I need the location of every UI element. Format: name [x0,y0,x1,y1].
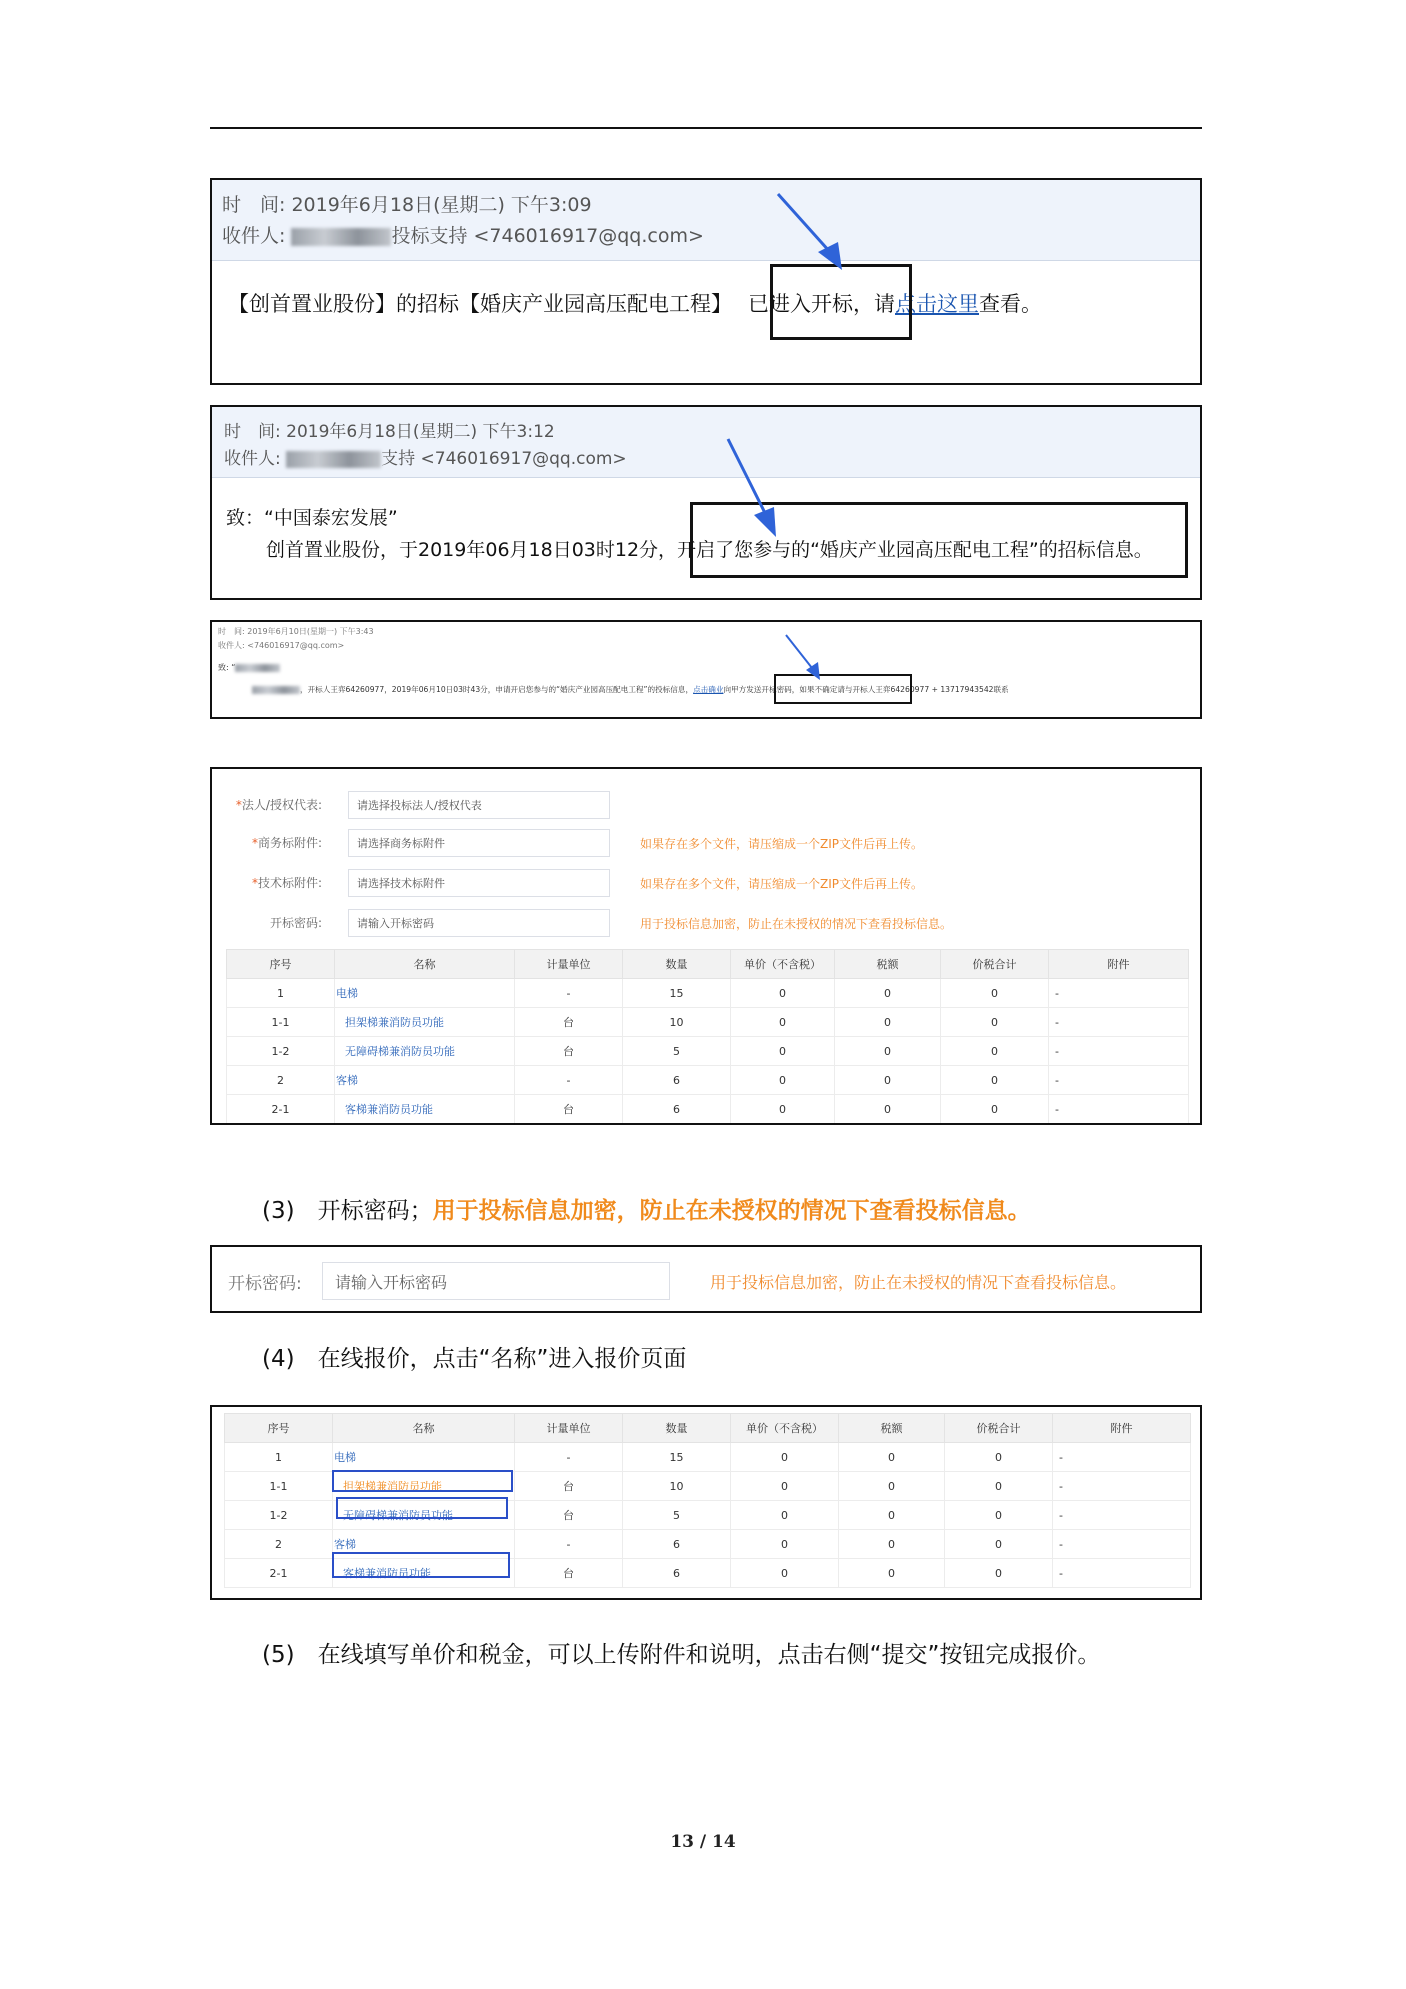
table-cell: 6 [623,1066,731,1095]
email-screenshot-opened [210,178,1202,385]
table-row [227,1066,1189,1095]
table-cell: 0 [731,1443,839,1472]
name-highlight-box [336,1497,508,1519]
quote-table-screenshot [210,1405,1202,1600]
table-cell: 0 [945,1443,1053,1472]
table-cell: 2 [225,1530,333,1559]
table-row [227,1008,1189,1037]
table-cell: 1-2 [225,1501,333,1530]
step-4-text: (4) 在线报价，点击“名称”进入报价页面 [262,1346,687,1372]
table-cell: - [515,979,623,1008]
form-label: *法人/授权代表: [235,798,322,812]
table-cell: 5 [623,1501,731,1530]
required-mark: * [251,876,258,890]
table-cell: 2 [227,1066,335,1095]
required-mark: * [235,798,242,812]
form-label: *商务标附件: [251,836,322,850]
column-header: 数量 [623,1414,731,1443]
item-name-link[interactable]: 无障碍梯兼消防员功能 [335,1037,515,1066]
table-cell: 0 [835,979,941,1008]
email-recipient: 收件人: <746016917@qq.com> [218,641,345,650]
table-cell: 台 [515,1037,623,1066]
table-cell: 0 [839,1559,945,1588]
table-cell: 15 [623,979,731,1008]
email-time: 时 间: 2019年6月18日(星期二) 下午3:12 [224,422,555,442]
table-cell: - [1049,1037,1189,1066]
form-label: 开标密码: [269,916,322,930]
table-cell: 0 [941,1037,1049,1066]
table-cell: - [1053,1501,1191,1530]
table-row [227,1095,1189,1124]
table-row [227,979,1189,1008]
redacted-name [286,451,381,468]
form-hint: 如果存在多个文件，请压缩成一个ZIP文件后再上传。 [640,837,923,851]
column-header: 价税合计 [941,950,1049,979]
item-name-link[interactable]: 电梯 [333,1443,515,1472]
table-cell: 0 [941,1095,1049,1124]
table-cell: 台 [515,1559,623,1588]
table-row [227,1037,1189,1066]
table-cell: 0 [731,1008,835,1037]
column-header: 序号 [225,1414,333,1443]
table-cell: 0 [731,1037,835,1066]
table-cell: 15 [623,1443,731,1472]
form-input[interactable]: 请选择投标法人/授权代表 [348,791,610,819]
form-hint: 用于投标信息加密，防止在未授权的情况下查看投标信息。 [640,917,953,931]
table-cell: 0 [835,1037,941,1066]
item-name-link[interactable]: 客梯兼消防员功能 [333,1559,515,1588]
password-hint: 用于投标信息加密，防止在未授权的情况下查看投标信息。 [710,1273,1127,1292]
email-time: 时 间: 2019年6月10日(星期一) 下午3:43 [218,627,374,636]
column-header: 计量单位 [515,1414,623,1443]
table-cell: 6 [623,1095,731,1124]
bid-form-screenshot [210,767,1202,1125]
item-name-link[interactable]: 客梯兼消防员功能 [335,1095,515,1124]
table-cell: - [1053,1530,1191,1559]
table-cell: - [515,1066,623,1095]
table-cell: - [1053,1559,1191,1588]
email-greeting: 致：“中国泰宏发展” [226,507,398,529]
table-cell: 0 [839,1501,945,1530]
column-header: 名称 [335,950,515,979]
table-cell: 0 [731,1472,839,1501]
name-highlight-box [332,1552,510,1578]
table-cell: - [1053,1472,1191,1501]
table-cell: - [1049,1095,1189,1124]
table-header [227,950,1189,979]
form-input[interactable]: 请选择商务标附件 [348,829,610,857]
column-header: 名称 [333,1414,515,1443]
password-input[interactable]: 请输入开标密码 [322,1262,670,1300]
column-header: 单价（不含税） [731,1414,839,1443]
table-cell: 0 [945,1501,1053,1530]
quote-table [226,949,1189,1124]
table-cell: 2-1 [227,1095,335,1124]
table-cell: 0 [941,1066,1049,1095]
table-cell: 0 [941,979,1049,1008]
table-cell: 台 [515,1472,623,1501]
table-cell: 10 [623,1472,731,1501]
table-cell: 0 [839,1472,945,1501]
table-cell: - [1053,1443,1191,1472]
table-cell: 0 [839,1530,945,1559]
redacted-name [291,228,391,246]
column-header: 数量 [623,950,731,979]
table-cell: 0 [945,1530,1053,1559]
table-cell: - [1049,1008,1189,1037]
password-field-screenshot [210,1245,1202,1313]
table-cell: 0 [731,1530,839,1559]
table-cell: 1-2 [227,1037,335,1066]
table-cell: 1-1 [227,1008,335,1037]
column-header: 税额 [839,1414,945,1443]
table-cell: 0 [731,1501,839,1530]
table-cell: 0 [731,1095,835,1124]
table-cell: 0 [945,1472,1053,1501]
email-recipient: 收件人: 投标支持 <746016917@qq.com> [222,225,704,247]
table-row [225,1443,1191,1472]
item-name-link[interactable]: 电梯 [335,979,515,1008]
item-name-link[interactable]: 客梯 [333,1530,515,1559]
pointer-arrow-icon [772,190,862,280]
table-cell: 0 [839,1443,945,1472]
required-mark: * [251,836,258,850]
item-name-link[interactable]: 客梯 [335,1066,515,1095]
email-body: ，开标人王弈64260977，2019年06月10日03时43分，申请开启您参与的“婚庆产业园高压配电工程”的投标信息，点击确业向甲方发送开标密码，如果不确定请与开标人王弈64260977 + 13717943542联系 [252,684,1009,695]
table-cell: 0 [731,1066,835,1095]
table-cell: 台 [515,1501,623,1530]
table-header [225,1414,1191,1443]
table-cell: 0 [945,1559,1053,1588]
step-3-text: (3) 开标密码；用于投标信息加密，防止在未授权的情况下查看投标信息。 [262,1198,1031,1224]
table-cell: 0 [941,1008,1049,1037]
table-cell: 5 [623,1037,731,1066]
table-cell: 1 [227,979,335,1008]
table-cell: 0 [835,1008,941,1037]
email-screenshot-started [210,405,1202,600]
column-header: 计量单位 [515,950,623,979]
form-hint: 如果存在多个文件，请压缩成一个ZIP文件后再上传。 [640,877,923,891]
form-input[interactable]: 请选择技术标附件 [348,869,610,897]
email-time: 时 间: 2019年6月18日(星期二) 下午3:09 [222,194,592,216]
confirm-link[interactable]: 点击确业 [693,685,724,694]
table-cell: - [1049,1066,1189,1095]
table-cell: 0 [835,1066,941,1095]
header-rule [210,127,1202,129]
form-label: *技术标附件: [251,876,322,890]
item-name-link[interactable]: 担架梯兼消防员功能 [333,1472,515,1501]
pointer-arrow-icon [722,435,792,545]
password-label: 开标密码: [228,1274,302,1294]
column-header: 序号 [227,950,335,979]
table-cell: - [515,1443,623,1472]
table-cell: 2-1 [225,1559,333,1588]
column-header: 价税合计 [945,1414,1053,1443]
name-highlight-box [332,1470,513,1492]
table-cell: 0 [731,1559,839,1588]
email-screenshot-request [210,620,1202,719]
step-5-text: (5) 在线填写单价和税金，可以上传附件和说明，点击右侧“提交”按钮完成报价。 [262,1642,1101,1668]
column-header: 单价（不含税） [731,950,835,979]
column-header: 附件 [1049,950,1189,979]
table-cell: 台 [515,1095,623,1124]
table-cell: 10 [623,1008,731,1037]
email-greeting: 致: “ [218,662,280,673]
email-recipient: 收件人: 支持 <746016917@qq.com> [224,449,627,469]
table-cell: 1-1 [225,1472,333,1501]
table-cell: 6 [623,1530,731,1559]
pointer-arrow-icon [782,632,832,684]
email-body: 创首置业股份，于2019年06月18日03时12分，开启了您参与的“婚庆产业园高压配电工程”的招标信息。 [266,539,1153,561]
item-name-link[interactable]: 无障碍梯兼消防员功能 [333,1501,515,1530]
table-cell: 0 [731,979,835,1008]
form-input[interactable]: 请输入开标密码 [348,909,610,937]
item-name-link[interactable]: 担架梯兼消防员功能 [335,1008,515,1037]
table-cell: - [1049,979,1189,1008]
table-cell: 0 [835,1095,941,1124]
column-header: 税额 [835,950,941,979]
column-header: 附件 [1053,1414,1191,1443]
table-cell: 1 [225,1443,333,1472]
table-cell: 6 [623,1559,731,1588]
table-cell: - [515,1530,623,1559]
email-body: 【创首置业股份】的招标【婚庆产业园高压配电工程】 已进入开标，请点击这里查看。 [228,292,1042,316]
click-here-link[interactable]: 点击这里 [895,292,979,316]
table-cell: 台 [515,1008,623,1037]
page-number: 13 / 14 [670,1832,736,1852]
